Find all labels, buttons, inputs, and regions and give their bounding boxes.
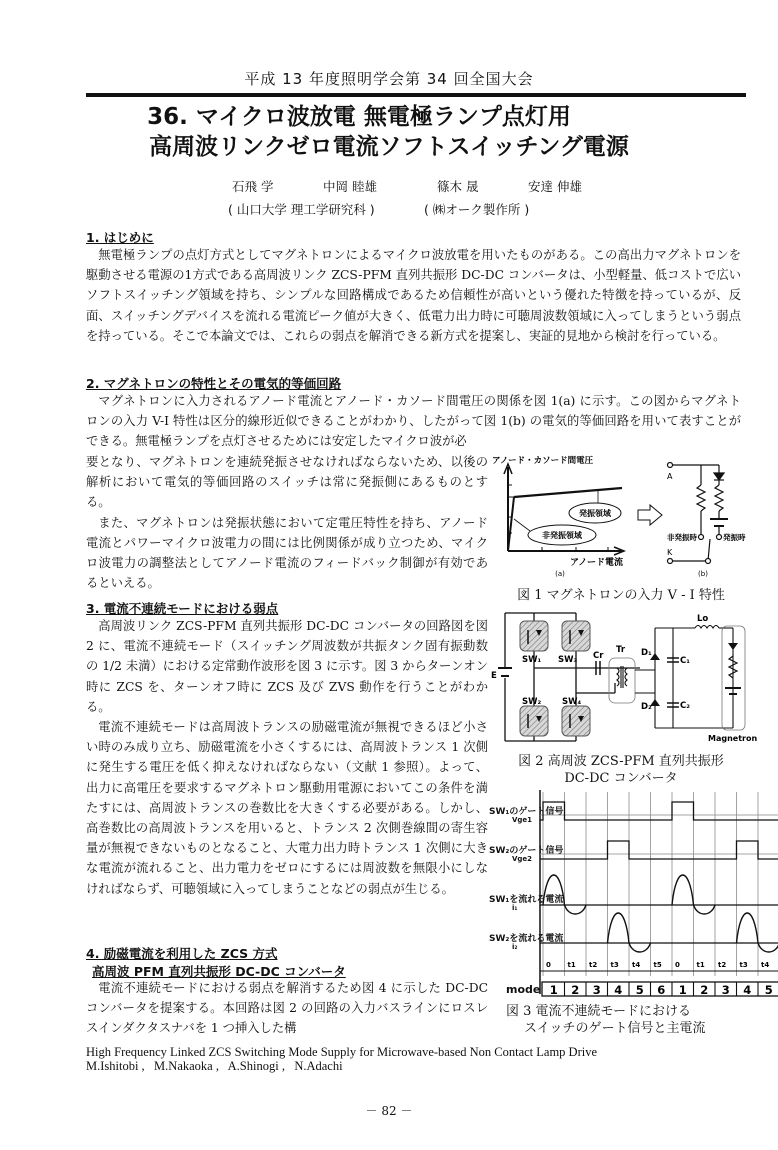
section-4-body: [86, 978, 488, 1039]
signal-label-vge1: SW₁のゲート信号: [489, 807, 564, 817]
figure-2-caption-2: DC-DC コンバータ: [564, 771, 678, 786]
fig3-mode-cell: 3: [721, 983, 730, 997]
label-magnetron: Magnetron: [708, 734, 758, 743]
author-name: 安達 伸雄: [528, 179, 582, 194]
author-name: 篠木 晟: [437, 179, 479, 194]
fig1a-nonosc-label: 非発振領域: [542, 531, 582, 540]
waveform-vge1: [540, 802, 778, 820]
fig1a-sublabel: (a): [555, 570, 565, 578]
fig1b-sublabel: (b): [698, 570, 708, 578]
label-tr: Tr: [616, 645, 626, 655]
affiliation: ( 山口大学 理工学研究科 ): [228, 202, 375, 217]
section-4-heading: 4. 励磁電流を利用した ZCS 方式: [86, 946, 278, 961]
figure-2-circuit: [490, 608, 758, 748]
switch-sw3: [562, 621, 590, 651]
fig1a-osc-label: 発振領域: [579, 509, 611, 518]
label-lo: Lo: [697, 614, 709, 624]
fig1b-nonosc-label: 非発振時: [667, 533, 697, 542]
waveform-vge2: [540, 841, 778, 859]
waveform-i2: [737, 913, 778, 952]
fig3-mode-cell: 1: [678, 983, 687, 997]
title-line-2: 高周波リンクゼロ電流ソフトスイッチング電源: [149, 134, 629, 160]
label-sw2: SW₂: [522, 697, 542, 707]
section-3-paragraph-2: 電流不連続モードは高周波トランスの励磁電流が無視できるほど小さい時のみ成り立ち、励磁電流を小さくするには、高周波トランス 1 次側に発生する電圧を低く抑えなければならない（文献 1 参照）。よって、出力に高電圧を要求するマグネトロン駆動用電源においてこの条件を満たすには、高周波トランスの巻数比を大きくする必要がある。しかし、高巻数比の高周波トランスを用いると、トランス 2 次側巻線間の寄生容量が無視できないものとなること、大電力出力時トランス 1 次側に大きな電流が流れること、出力電力をゼロにするには周波数を無限小にしなければならず、可聴領域に入ってしまうことなどの弱点が生じる。: [86, 720, 488, 896]
figure-1b-circuit: [668, 463, 729, 564]
fig3-time-tick: t4: [632, 961, 641, 969]
fig3-mode-cell: 5: [635, 983, 644, 997]
label-d2: D₂: [641, 702, 652, 712]
fig3-time-tick: t3: [610, 961, 619, 969]
signal-sub-i2: i₂: [512, 943, 518, 951]
signal-label-i1: SW₁を流れる電流: [489, 895, 564, 905]
switch-sw1: [520, 621, 548, 651]
fig3-mode-cell: 4: [743, 983, 752, 997]
fig3-time-tick: t1: [567, 961, 576, 969]
section-1-paragraph: 無電極ランプの点灯方式としてマグネトロンによるマイクロ波放電を用いたものがある。この高出力マグネトロンを駆動させる電源の1方式である高周波リンク ZCS-PFM 直列共振形 DC-DC コンバータは、小型軽量、低コストで広いソフトスイッチング領域を持ち、シンプルな回路構成であるため信頼性が高いという優れた特徴を持っているが、反面、スイッチングデバイスを流れる電流ピーク値が大きく、低電力出力時に可聴周波数領域に入ってしまうという弱点を持っている。そこで本論文では、これらの弱点を解消できる新方式を提案し、実証的見地から検討を行っている。: [86, 248, 741, 343]
fig1a-xlabel: アノード電流: [570, 558, 624, 568]
figure-3-caption-1: 図 3 電流不連続モードにおける: [506, 1004, 692, 1019]
signal-label-vge2: SW₂のゲート信号: [489, 846, 564, 856]
fig3-time-tick: t2: [589, 961, 598, 969]
fig3-mode-cell: 4: [614, 983, 623, 997]
signal-label-i2: SW₂を流れる電流: [489, 934, 564, 944]
fig3-mode-cell: 2: [700, 983, 709, 997]
label-c1: C₁: [680, 656, 690, 666]
fig1b-terminal-a: A: [667, 472, 673, 481]
label-d1: D₁: [641, 648, 652, 658]
author-name: 石飛 学: [232, 179, 274, 194]
english-authors: M.Ishitobi , M.Nakaoka , A.Shinogi , N.Adachi: [86, 1059, 343, 1073]
signal-sub-vge1: Vge1: [512, 816, 533, 824]
fig3-time-tick: t3: [739, 961, 748, 969]
author-name: 中岡 睦雄: [323, 179, 377, 194]
section-3-heading: 3. 電流不連続モードにおける弱点: [86, 601, 279, 616]
label-e: E: [491, 671, 497, 681]
osc-line: [514, 488, 622, 497]
section-2-paragraph-2: また、マグネトロンは発振状態において定電圧特性を持ち、アノード電流とパワーマイクロ波電力の間には比例関係が成り立つため、マイクロ波電力の調整法としてアノード電流のフィードバック制御が有効であるといえる。: [86, 515, 488, 591]
fig3-mode-cell: 5: [764, 983, 773, 997]
signal-sub-i1: i₁: [512, 904, 518, 912]
figure-2-caption-1: 図 2 高周波 ZCS-PFM 直列共振形: [518, 754, 724, 769]
fig3-time-tick: t5: [653, 961, 662, 969]
fig3-time-tick: 0: [675, 961, 680, 969]
english-title: High Frequency Linked ZCS Switching Mode Supply for Microwave-based Non Contact Lamp Drive: [86, 1045, 598, 1059]
figure-2: [490, 608, 758, 788]
fig3-mode-cell: 2: [571, 983, 580, 997]
figure-3: [486, 788, 773, 1048]
arrow-right-icon: [638, 505, 662, 525]
switch-sw2: [520, 706, 548, 736]
transformer-tr: [609, 658, 635, 703]
figure-1-caption: 図 1 マグネトロンの入力 V - I 特性: [517, 588, 725, 603]
figure-1: [490, 455, 752, 605]
figure-1-diagram: [490, 455, 752, 585]
section-2-body-full: [86, 391, 741, 452]
mode-label: mode: [506, 983, 541, 996]
signal-sub-vge2: Vge2: [512, 855, 533, 863]
fig3-time-tick: t2: [718, 961, 727, 969]
section-2-body-col: [86, 452, 488, 593]
fig3-mode-cell: 1: [549, 983, 558, 997]
section-4-subheading: 高周波 PFM 直列共振形 DC-DC コンバータ: [92, 964, 346, 979]
affiliation: ( ㈱オーク製作所 ): [424, 202, 530, 217]
section-3-paragraph-1: 高周波リンク ZCS-PFM 直列共振形 DC-DC コンバータの回路図を図 2 に、電流不連続モード（スイッチング周波数が共振タンク固有振動数の 1/2 未満）における定常動作波形を図 3 に示す。図 3 からターンオン時に ZCS を、ターンオフ時に ZCS 及び ZVS 動作を行うことがわかる。: [86, 619, 488, 714]
title-line-1: 36. マイクロ波放電 無電極ランプ点灯用: [147, 104, 571, 130]
section-2-paragraph: マグネトロンに入力されるアノード電流とアノード・カソード間電圧の関係を図 1(a) に示す。この図からマグネトロンの入力 V-I 特性は区分的線形近似できることがわかり、したがって図 1(b) の電気的等価回路を用いて表すことができる。無電極ランプを点灯させるためには安定したマイクロ波が必: [86, 394, 741, 449]
section-2-paragraph-cont: 要となり、マグネトロンを連続発振させなければならないため、以後の解析において電気的等価回路のスイッチは常に発振側にあるものとする。: [86, 455, 488, 510]
fig3-time-tick: t4: [761, 961, 770, 969]
fig1b-terminal-k: K: [667, 548, 673, 557]
label-sw3: SW₃: [558, 655, 578, 665]
figure-3-caption-2: スイッチのゲート信号と主電流: [524, 1021, 706, 1036]
fig3-mode-cell: 6: [657, 983, 666, 997]
label-c2: C₂: [680, 701, 690, 711]
conference-header: 平成 13 年度照明学会第 34 回全国大会: [244, 70, 534, 88]
switch-sw4: [562, 706, 590, 736]
section-1-body: [86, 245, 741, 346]
label-sw4: SW₄: [562, 697, 582, 707]
fig1b-osc-label: 発振時: [723, 533, 746, 542]
english-footer: [86, 1045, 597, 1073]
fig1a-ylabel: アノード・カソード間電圧: [492, 456, 594, 466]
section-1-heading: 1. はじめに: [86, 230, 154, 245]
fig3-time-tick: 0: [546, 961, 551, 969]
figure-3-timing-diagram: [486, 788, 773, 998]
page-number: － 82 －: [365, 1104, 413, 1118]
section-2-heading: 2. マグネトロンの特性とその電気的等価回路: [86, 376, 342, 391]
label-cr: Cr: [593, 651, 604, 661]
fig3-mode-cell: 3: [592, 983, 601, 997]
section-4-paragraph: 電流不連続モードにおける弱点を解消するため図 4 に示した DC-DC コンバータを提案する。本回路は図 2 の回路の入力バスラインにロスレスインダクタスナバを 1 つ挿入した構: [86, 981, 488, 1036]
section-3-body: [86, 616, 488, 899]
fig3-time-tick: t1: [696, 961, 705, 969]
label-sw1: SW₁: [522, 655, 542, 665]
header-rule: [86, 93, 746, 97]
